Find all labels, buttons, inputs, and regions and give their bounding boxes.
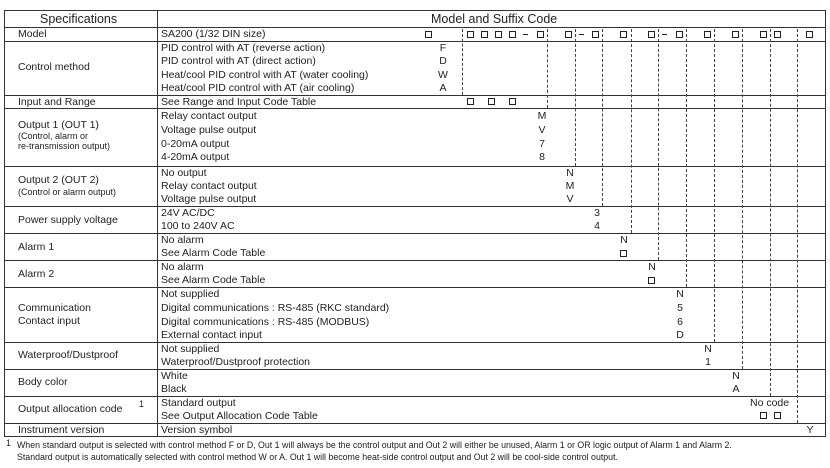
row-label-output1: Output 1 (OUT 1)	[18, 119, 99, 131]
code-alarm2: N	[648, 261, 656, 273]
row-sublabel-output2: (Control or alarm output)	[18, 187, 117, 197]
option-communication: Digital communications : RS-485 (RKC standard)	[161, 302, 390, 314]
row-label-communication: Communication	[18, 302, 91, 314]
option-model: SA200 (1/32 DIN size)	[161, 28, 266, 40]
option-control-method: Heat/cool PID control with AT (water cooling)	[161, 69, 369, 81]
code-box	[467, 98, 474, 105]
code-box	[467, 31, 474, 38]
footnote-marker: 1	[139, 399, 145, 409]
code-column-line	[797, 29, 798, 423]
code-box	[620, 31, 627, 38]
row-label-model: Model	[18, 28, 47, 40]
code-box	[732, 31, 739, 38]
option-waterproof: Waterproof/Dustproof protection	[161, 356, 311, 368]
row-label-body-color: Body color	[18, 376, 68, 388]
option-instrument-version: Version symbol	[161, 424, 233, 436]
option-output1: 0-20mA output	[161, 138, 230, 150]
code-column-line	[631, 29, 632, 233]
code-box	[509, 98, 516, 105]
code-separator	[523, 34, 528, 35]
code-control-method: F	[439, 42, 447, 54]
code-output2: M	[565, 180, 575, 192]
code-column-line	[714, 29, 715, 342]
option-power-supply: 24V AC/DC	[161, 207, 215, 219]
code-separator	[579, 34, 584, 35]
code-output2: V	[566, 193, 574, 205]
code-output1: 7	[539, 138, 545, 150]
code-output1: V	[538, 124, 546, 136]
grid-line	[4, 396, 826, 397]
code-column-line	[686, 29, 687, 287]
option-body-color: Black	[161, 383, 187, 395]
code-box	[509, 31, 516, 38]
row-label-output-allocation: Output allocation code	[18, 403, 123, 415]
option-communication: Digital communications : RS-485 (MODBUS)	[161, 316, 370, 328]
code-box	[760, 412, 767, 419]
option-alarm2: See Alarm Code Table	[161, 274, 266, 286]
code-box	[481, 31, 488, 38]
option-output2: Relay contact output	[161, 180, 257, 192]
code-instrument-version: Y	[806, 424, 814, 436]
code-box	[806, 31, 813, 38]
code-box	[774, 31, 781, 38]
footnote-mark: 1	[6, 438, 12, 448]
code-power-supply: 3	[594, 207, 600, 219]
code-body-color: N	[732, 370, 740, 382]
row-label-alarm1: Alarm 1	[18, 241, 55, 253]
code-communication: D	[676, 329, 684, 341]
header-model-suffix-code: Model and Suffix Code	[431, 12, 558, 26]
code-alarm1: N	[620, 234, 628, 246]
code-box	[592, 31, 599, 38]
grid-line	[4, 423, 826, 424]
code-box	[537, 31, 544, 38]
option-communication: External contact input	[161, 329, 262, 341]
row-label-waterproof: Waterproof/Dustproof	[18, 349, 118, 361]
grid-line	[4, 108, 826, 109]
grid-line	[157, 10, 158, 436]
row-label-contact-input: Contact input	[18, 315, 80, 327]
row-sublabel-output1: re-transmission output)	[18, 141, 111, 151]
option-control-method: PID control with AT (reverse action)	[161, 42, 326, 54]
option-power-supply: 100 to 240V AC	[161, 220, 235, 232]
option-output1: Relay contact output	[161, 110, 257, 122]
code-power-supply: 4	[594, 220, 600, 232]
option-output-allocation: Standard output	[161, 397, 236, 409]
code-box	[760, 31, 767, 38]
code-box	[425, 31, 432, 38]
grid-line	[4, 233, 826, 234]
code-column-line	[742, 29, 743, 369]
code-box	[488, 98, 495, 105]
code-control-method: W	[438, 69, 448, 81]
code-waterproof: N	[704, 343, 712, 355]
code-box	[620, 250, 627, 257]
code-column-line	[770, 29, 771, 396]
code-box	[565, 31, 572, 38]
grid-line	[4, 260, 826, 261]
code-box	[648, 277, 655, 284]
code-column-line	[602, 29, 603, 206]
option-input-range: See Range and Input Code Table	[161, 96, 317, 108]
grid-line	[4, 41, 826, 42]
code-box	[495, 31, 502, 38]
code-separator	[662, 34, 667, 35]
code-box	[704, 31, 711, 38]
code-column-line	[547, 29, 548, 108]
grid-line	[4, 95, 826, 96]
grid-line	[4, 436, 826, 437]
row-label-instrument-version: Instrument version	[18, 424, 105, 436]
header-specifications: Specifications	[40, 12, 118, 26]
code-communication: N	[676, 288, 684, 300]
option-waterproof: Not supplied	[161, 343, 220, 355]
grid-line	[825, 10, 826, 436]
code-output2: N	[566, 167, 574, 179]
code-box	[774, 412, 781, 419]
row-label-input-range: Input and Range	[18, 96, 96, 108]
grid-line	[4, 166, 826, 167]
option-output2: No output	[161, 167, 207, 179]
code-box	[676, 31, 683, 38]
option-body-color: White	[161, 370, 188, 382]
grid-line	[4, 10, 826, 11]
grid-line	[4, 27, 826, 28]
code-waterproof: 1	[705, 356, 711, 368]
option-output2: Voltage pulse output	[161, 193, 257, 205]
footnote-line-2: Standard output is automatically selected with control method W or A. Out 1 will become heat-side control output and Out 2 will be cool-side control output.	[17, 452, 618, 462]
option-control-method: Heat/cool PID control with AT (air cooling)	[161, 82, 355, 94]
code-body-color: A	[732, 383, 740, 395]
option-alarm1: See Alarm Code Table	[161, 247, 266, 259]
code-column-line	[658, 29, 659, 260]
code-control-method: D	[439, 55, 447, 67]
row-label-control-method: Control method	[18, 61, 90, 73]
option-output1: Voltage pulse output	[161, 124, 257, 136]
option-alarm1: No alarm	[161, 234, 204, 246]
code-column-line	[462, 29, 463, 95]
code-communication: 6	[677, 316, 683, 328]
option-control-method: PID control with AT (direct action)	[161, 55, 316, 67]
code-output-allocation: No code	[750, 397, 790, 409]
code-box	[648, 31, 655, 38]
grid-line	[4, 287, 826, 288]
row-label-alarm2: Alarm 2	[18, 268, 55, 280]
row-label-power-supply: Power supply voltage	[18, 214, 118, 226]
code-output1: 8	[539, 151, 545, 163]
grid-line	[4, 10, 5, 436]
code-communication: 5	[677, 302, 683, 314]
grid-line	[4, 369, 826, 370]
option-alarm2: No alarm	[161, 261, 204, 273]
row-sublabel-output1: (Control, alarm or	[18, 131, 89, 141]
option-output-allocation: See Output Allocation Code Table	[161, 410, 318, 422]
option-communication: Not supplied	[161, 288, 220, 300]
grid-line	[4, 206, 826, 207]
code-column-line	[575, 29, 576, 166]
code-output1: M	[537, 110, 547, 122]
row-label-output2: Output 2 (OUT 2)	[18, 174, 99, 186]
footnote-line-1: When standard output is selected with control method F or D, Out 1 will always be the control output and Out 2 will either be unused, Alarm 1 or OR logic output of Alarm 1 and Alarm 2.	[17, 440, 732, 450]
option-output1: 4-20mA output	[161, 151, 230, 163]
code-control-method: A	[439, 82, 447, 94]
